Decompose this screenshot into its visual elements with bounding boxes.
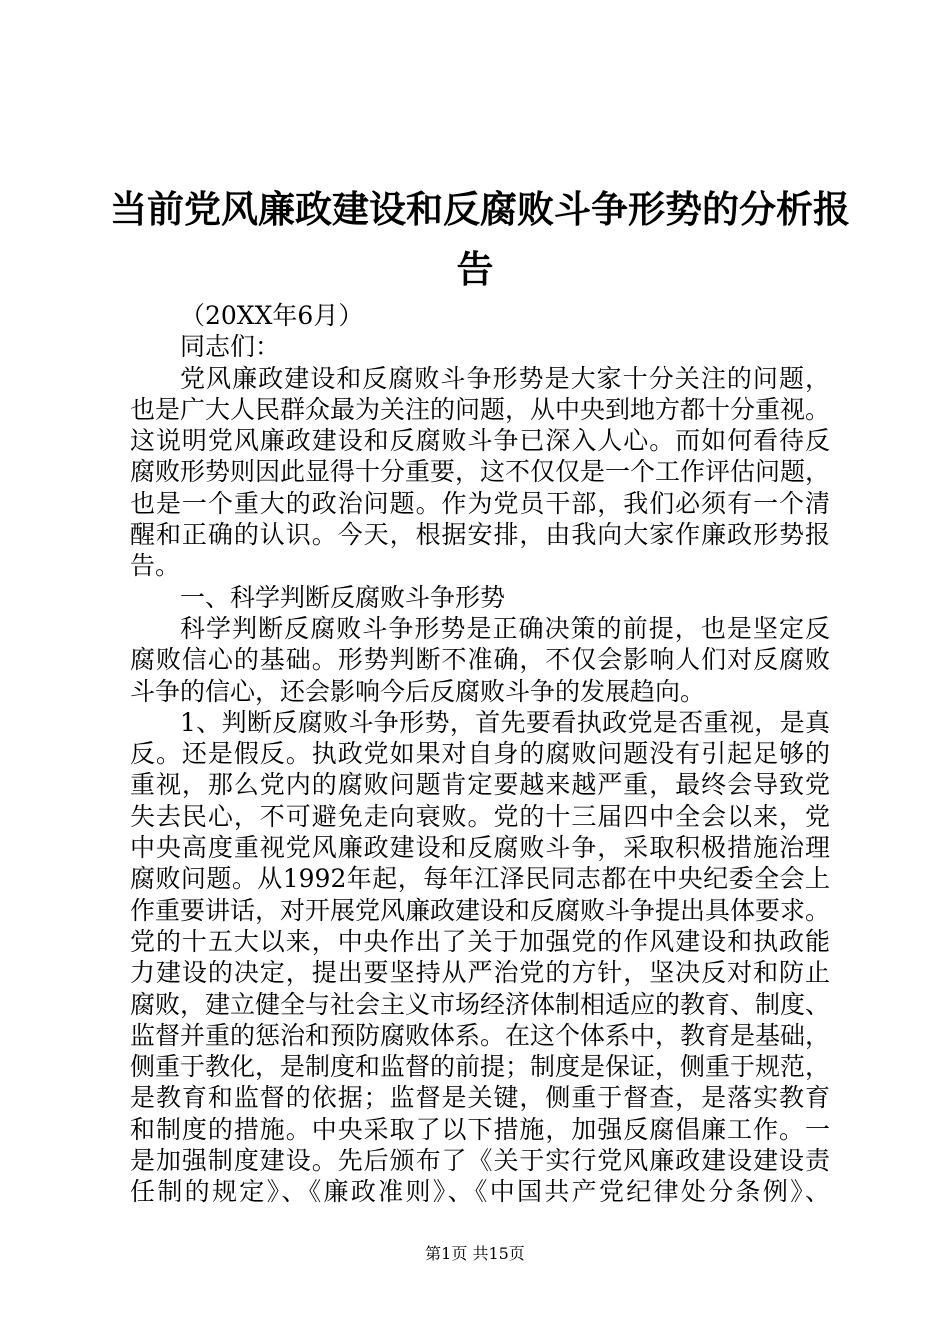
paragraph-intro (130, 363, 830, 582)
paragraph-line: 也是一个重大的政治问题。作为党员干部，我们必须有一个清 (130, 488, 830, 518)
document-body (130, 300, 830, 1333)
paragraph-line: 也是广大人民群众最为关注的问题，从中央到地方都十分重视。 (130, 394, 831, 424)
paragraph-line: 反。还是假反。执政党如果对自身的腐败问题没有引起足够的 (130, 739, 830, 769)
paragraph-line: 和制度的措施。中央采取了以下措施，加强反腐倡廉工作。一 (130, 1114, 830, 1144)
paragraph-line: 告。 (130, 551, 181, 581)
document-title-line-1: 当前党风廉政建设和反腐败斗争形势的分析报 (110, 187, 850, 231)
paragraph-line: 作重要讲话，对开展党风廉政建设和反腐败斗争提出具体要求。 (130, 895, 831, 925)
document-title-line-2: 告 (456, 247, 494, 291)
paragraph-line: 失去民心，不可避免走向衰败。党的十三届四中全会以来，党 (130, 801, 830, 831)
paragraph-judgement (130, 613, 830, 707)
paragraph-line (130, 1270, 830, 1301)
paragraph-line: 力建设的决定，提出要坚持从严治党的方针，坚决反对和防止 (130, 958, 830, 988)
paragraph-line: 侧重于教化，是制度和监督的前提；制度是保证，侧重于规范， (130, 1052, 831, 1082)
paragraph-line: 党风廉政建设和反腐败斗争形势是大家十分关注的问题， (180, 363, 830, 393)
paragraph-line: 腐败问题。从1992年起，每年江泽民同志都在中央纪委全会上 (130, 864, 830, 894)
paragraph-line: 党的十五大以来，中央作出了关于加强党的作风建设和执政能 (130, 926, 830, 956)
page-number-footer: 第1页 共15页 (425, 1244, 525, 1263)
salutation: 同志们： (180, 332, 281, 362)
section-heading (130, 582, 830, 613)
paragraph-line: 腐败形势则因此显得十分重要，这不仅仅是一个工作评估问题， (130, 457, 831, 487)
paragraph-line: 中央高度重视党风廉政建设和反腐败斗争，采取积极措施治理 (130, 833, 830, 863)
paragraph-line (130, 1302, 830, 1333)
paragraph-line: 1、判断反腐败斗争形势，首先要看执政党是否重视，是真 (180, 707, 830, 737)
section-heading-text: 一、科学判断反腐败斗争形势 (180, 582, 506, 612)
paragraph-line: 是教育和监督的依据；监督是关键，侧重于督查，是落实教育 (130, 1083, 830, 1113)
paragraph-line: 是加强制度建设。先后颁布了《关于实行党风廉政建设建设责 (130, 1146, 830, 1176)
paragraph-line: 腐败，建立健全与社会主义市场经济体制相适应的教育、制度、 (130, 989, 831, 1019)
paragraph-line (130, 1208, 830, 1239)
paragraph-line: 监督并重的惩治和预防腐败体系。在这个体系中，教育是基础， (130, 1020, 831, 1050)
document-date: （20XX年6月） (180, 301, 364, 330)
paragraph-line: 科学判断反腐败斗争形势是正确决策的前提，也是坚定反 (180, 613, 830, 643)
paragraph-line: 腐败信心的基础。形势判断不准确，不仅会影响人们对反腐败 (130, 645, 830, 675)
paragraph-line: 任制的规定》、《廉政准则》、《中国共产党纪律处分条例》、 (130, 1177, 830, 1207)
paragraph-line: 重视，那么党内的腐败问题肯定要越来越严重，最终会导致党 (130, 770, 830, 800)
paragraph-line: 斗争的信心，还会影响今后反腐败斗争的发展趋向。 (130, 676, 706, 706)
paragraph-line: 醒和正确的认识。今天，根据安排，由我向大家作廉政形势报 (130, 520, 830, 550)
paragraph-point-1 (130, 707, 830, 1333)
paragraph-line: 这说明党风廉政建设和反腐败斗争已深入人心。而如何看待反 (130, 426, 830, 456)
